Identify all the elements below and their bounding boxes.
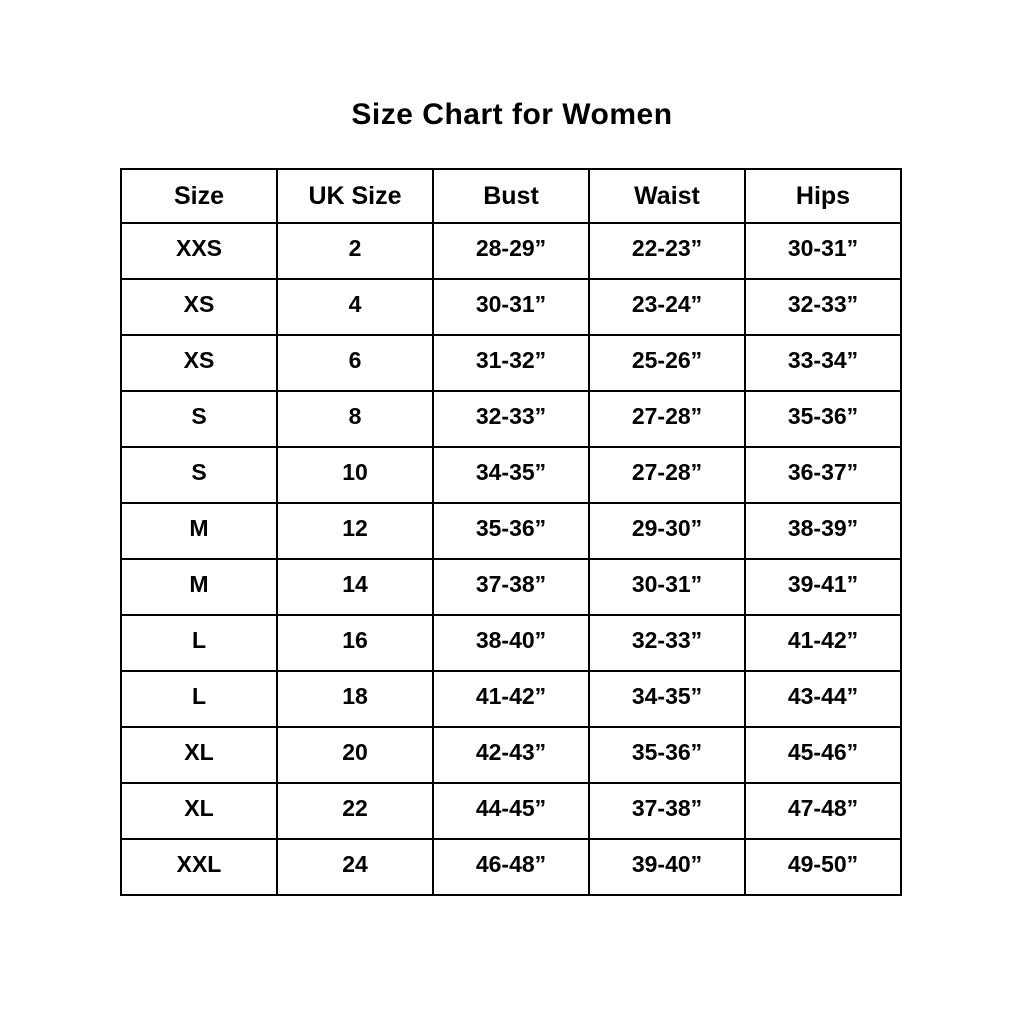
table-cell: 41-42” bbox=[433, 671, 589, 727]
table-cell: S bbox=[121, 391, 277, 447]
table-cell: L bbox=[121, 615, 277, 671]
column-header: UK Size bbox=[277, 169, 433, 223]
table-row bbox=[121, 727, 901, 783]
table-cell: 45-46” bbox=[745, 727, 901, 783]
table-cell: 36-37” bbox=[745, 447, 901, 503]
table-cell: XS bbox=[121, 279, 277, 335]
table-cell: 44-45” bbox=[433, 783, 589, 839]
table-cell: 38-40” bbox=[433, 615, 589, 671]
table-cell: 33-34” bbox=[745, 335, 901, 391]
table-cell: XL bbox=[121, 727, 277, 783]
table-cell: 24 bbox=[277, 839, 433, 895]
size-chart-table bbox=[120, 168, 902, 896]
table-cell: 16 bbox=[277, 615, 433, 671]
table-body bbox=[121, 223, 901, 895]
column-header: Bust bbox=[433, 169, 589, 223]
table-cell: 39-40” bbox=[589, 839, 745, 895]
table-cell: M bbox=[121, 559, 277, 615]
table-cell: 34-35” bbox=[433, 447, 589, 503]
table-cell: 23-24” bbox=[589, 279, 745, 335]
table-cell: 6 bbox=[277, 335, 433, 391]
table-cell: 38-39” bbox=[745, 503, 901, 559]
table-cell: 42-43” bbox=[433, 727, 589, 783]
table-row bbox=[121, 335, 901, 391]
table-cell: 14 bbox=[277, 559, 433, 615]
table-cell: 32-33” bbox=[745, 279, 901, 335]
column-header: Size bbox=[121, 169, 277, 223]
table-cell: XL bbox=[121, 783, 277, 839]
table-cell: S bbox=[121, 447, 277, 503]
table-cell: 22-23” bbox=[589, 223, 745, 279]
size-chart-table-container bbox=[120, 168, 902, 896]
table-cell: 34-35” bbox=[589, 671, 745, 727]
table-cell: 35-36” bbox=[745, 391, 901, 447]
table-cell: 20 bbox=[277, 727, 433, 783]
table-cell: 27-28” bbox=[589, 447, 745, 503]
table-cell: L bbox=[121, 671, 277, 727]
table-row bbox=[121, 559, 901, 615]
table-cell: 37-38” bbox=[433, 559, 589, 615]
table-cell: XXL bbox=[121, 839, 277, 895]
table-row bbox=[121, 223, 901, 279]
table-row bbox=[121, 447, 901, 503]
table-header bbox=[121, 169, 901, 223]
table-cell: 4 bbox=[277, 279, 433, 335]
table-row bbox=[121, 615, 901, 671]
table-cell: 25-26” bbox=[589, 335, 745, 391]
table-cell: 2 bbox=[277, 223, 433, 279]
table-cell: 46-48” bbox=[433, 839, 589, 895]
table-cell: XXS bbox=[121, 223, 277, 279]
table-cell: M bbox=[121, 503, 277, 559]
table-cell: XS bbox=[121, 335, 277, 391]
table-cell: 10 bbox=[277, 447, 433, 503]
table-cell: 35-36” bbox=[433, 503, 589, 559]
table-cell: 35-36” bbox=[589, 727, 745, 783]
table-cell: 22 bbox=[277, 783, 433, 839]
table-cell: 49-50” bbox=[745, 839, 901, 895]
table-row bbox=[121, 503, 901, 559]
table-cell: 31-32” bbox=[433, 335, 589, 391]
table-cell: 30-31” bbox=[433, 279, 589, 335]
table-cell: 32-33” bbox=[433, 391, 589, 447]
table-cell: 39-41” bbox=[745, 559, 901, 615]
table-cell: 30-31” bbox=[589, 559, 745, 615]
table-cell: 27-28” bbox=[589, 391, 745, 447]
table-cell: 12 bbox=[277, 503, 433, 559]
table-row bbox=[121, 839, 901, 895]
table-cell: 29-30” bbox=[589, 503, 745, 559]
table-cell: 41-42” bbox=[745, 615, 901, 671]
table-row bbox=[121, 671, 901, 727]
table-cell: 8 bbox=[277, 391, 433, 447]
column-header: Hips bbox=[745, 169, 901, 223]
column-header: Waist bbox=[589, 169, 745, 223]
table-cell: 18 bbox=[277, 671, 433, 727]
table-cell: 37-38” bbox=[589, 783, 745, 839]
table-cell: 32-33” bbox=[589, 615, 745, 671]
table-cell: 43-44” bbox=[745, 671, 901, 727]
table-row bbox=[121, 391, 901, 447]
table-row bbox=[121, 279, 901, 335]
page-title: Size Chart for Women bbox=[351, 98, 673, 131]
table-cell: 47-48” bbox=[745, 783, 901, 839]
table-header-row bbox=[121, 169, 901, 223]
table-cell: 30-31” bbox=[745, 223, 901, 279]
table-row bbox=[121, 783, 901, 839]
table-cell: 28-29” bbox=[433, 223, 589, 279]
